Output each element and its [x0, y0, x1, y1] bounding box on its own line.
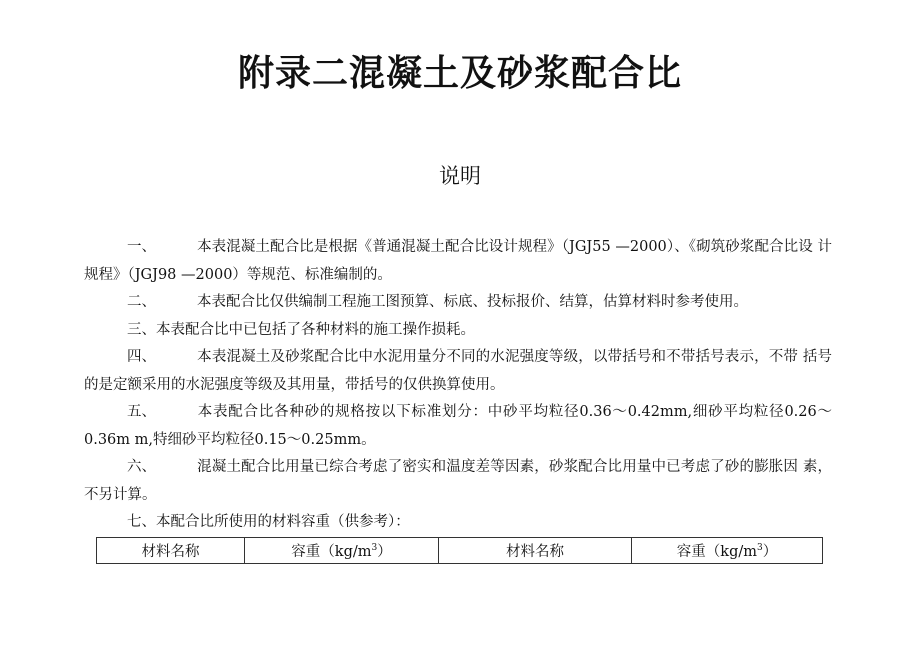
section-subtitle: 说明 — [439, 164, 481, 188]
header-density: 容重$(kg/m^3)$ — [245, 538, 439, 564]
paragraph-text: 本表混凝土配合比是根据《普通混凝土配合比设计规程》（JGJ55 —2000）、《砌筑砂浆配合比设 计规程》（JGJ98 —2000）等规范、标准编制的。 — [84, 239, 832, 283]
paragraph-text: 本表混凝土及砂浆配合比中水泥用量分不同的水泥强度等级，以带括号和不带括号表示，不带 括号的是定额采用的水泥强度等级及其用量，带括号的仅供换算使用。 — [84, 349, 832, 393]
explanation-body — [84, 234, 832, 537]
paragraph-number: 三、 — [127, 321, 156, 338]
paragraph-5 — [84, 399, 832, 454]
paragraph-number: 六、 — [127, 459, 156, 475]
paragraph-text: 本配合比所使用的材料容重（供参考）： — [156, 514, 410, 530]
table-header-row — [97, 538, 823, 564]
paragraph-4 — [84, 344, 832, 399]
header-density: 容重$(kg/m^3)$ — [632, 538, 823, 564]
paragraph-number: 七、 — [127, 514, 156, 530]
paragraph-2 — [84, 289, 832, 317]
paragraph-7 — [84, 509, 832, 537]
header-material-name: 材料名称 — [97, 538, 245, 564]
paragraph-text: 本表配合比各种砂的规格按以下标准划分：中砂平均粒径0.36〜0.42mm,细砂平均粒径0.26〜0.36m m,特细砂平均粒径0.15〜0.25mm。 — [84, 404, 832, 448]
paragraph-6 — [84, 454, 832, 509]
header-material-name: 材料名称 — [439, 538, 632, 564]
paragraph-number: 一、 — [127, 239, 156, 255]
paragraph-text: 本表配合比仅供编制工程施工图预算、标底、投标报价、结算，估算材料时参考使用。 — [197, 294, 748, 310]
paragraph-text: 混凝土配合比用量已综合考虑了密实和温度差等因素，砂浆配合比用量中已考虑了砂的膨胀因 素，不另计算。 — [84, 459, 832, 503]
paragraph-number: 四、 — [127, 349, 156, 365]
paragraph-1 — [84, 234, 832, 289]
paragraph-number: 二、 — [127, 294, 156, 310]
paragraph-text: 本表配合比中已包括了各种材料的施工操作损耗。 — [156, 321, 475, 338]
paragraph-number: 五、 — [127, 404, 156, 420]
paragraph-3 — [84, 317, 832, 345]
page-title: 附录二混凝土及砂浆配合比 — [237, 53, 682, 94]
material-density-table — [96, 537, 823, 564]
